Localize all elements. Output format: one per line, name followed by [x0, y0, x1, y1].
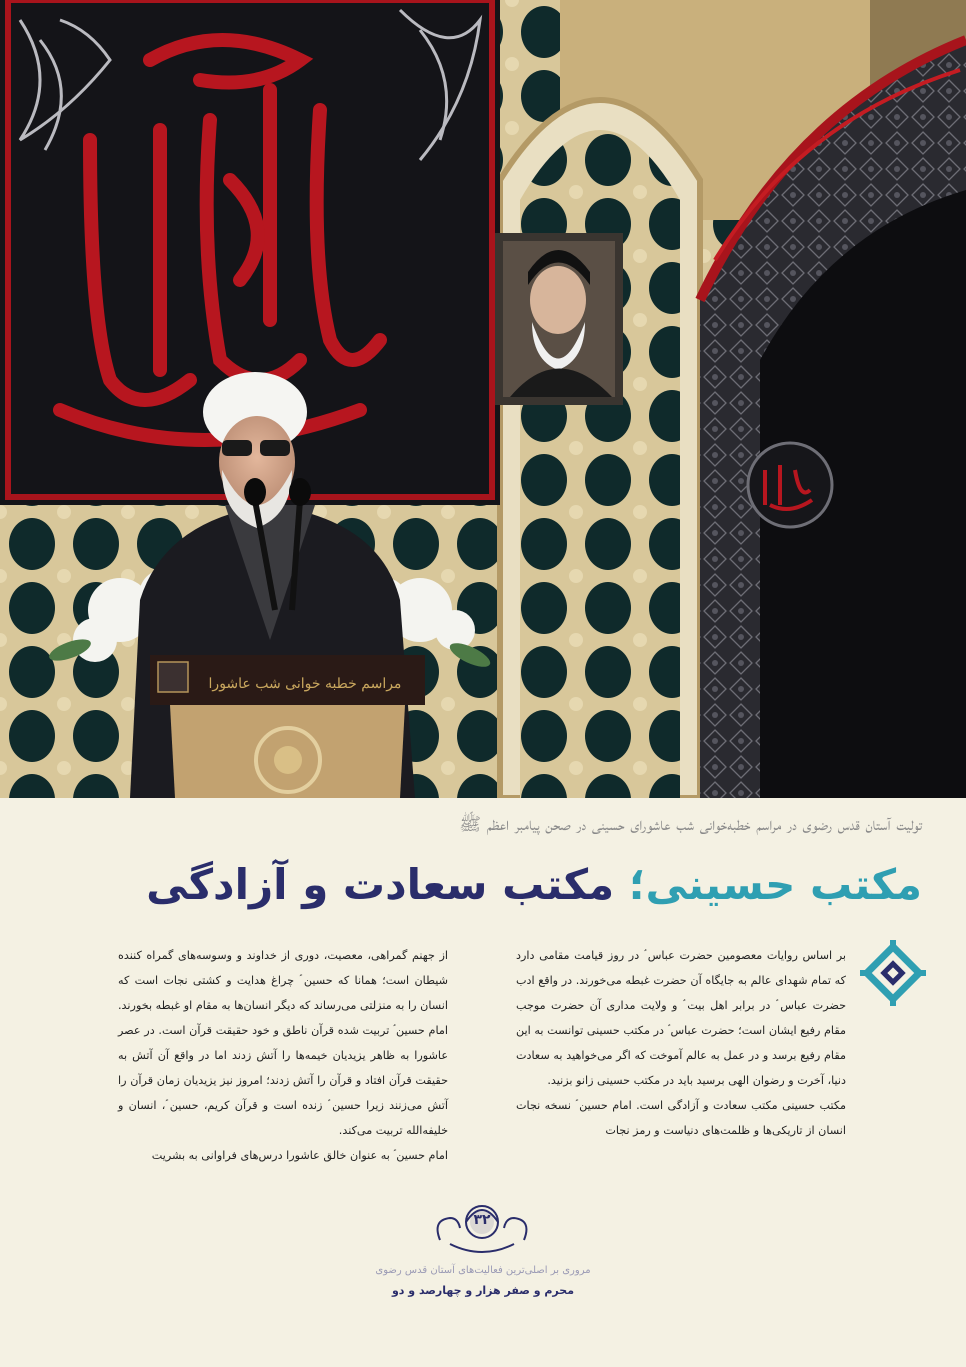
paragraph: امام حسین ؑ به عنوان خالق عاشورا درس‌های فراوانی به بشریت — [151, 1149, 448, 1162]
page-number: ۳۲ — [473, 1212, 491, 1228]
article-title — [42, 860, 922, 910]
photo-caption: تولیت آستان قدس رضوی در مراسم خطبه‌خوانی شب عاشورای حسینی در صحن پیامبر اعظم ﷺ — [459, 814, 922, 835]
issue-date: محرم و صفر هزار و چهارصد و دو — [391, 1284, 575, 1297]
page-badge-ornament-icon — [430, 1200, 534, 1262]
title-part-accent: مکتب حسینی؛ — [628, 860, 922, 909]
paragraph: از جهنم گمراهی، معصیت، دوری از خداوند و وسوسه‌های گمراه کننده شیطان است؛ همانا که حسین ؑ چراغ هدایت و کشتی نجات است که انسان را به منزلتی می‌رساند که دیگر انسان‌ها به مقام او غبطه بخورند. امام حسین ؑ تربیت شده قرآن ناطق و خود حقیقت قرآن است. در عصر عاشورا به ظاهر یزیدیان خیمه‌ها را آتش زدند اما در واقع آن آتش به حقیقت قرآن افتاد و قرآن را آتش زدند؛ امروز نیز یزیدیان زمان قرآن را آتش می‌زنند زیرا حسین ؑ زنده است و قرآن کریم، حسین ؑ، انسان و خلیفه‌الله تربیت می‌کند. — [118, 949, 448, 1137]
ornament-icon — [860, 940, 926, 1006]
paragraph: مکتب حسینی مکتب سعادت و آزادگی است. امام حسین ؑ نسخه نجات انسان از تاریکی‌ها و ظلمت‌های دنیاست و رمز نجات — [516, 1099, 846, 1137]
paragraph: بر اساس روایات معصومین حضرت عباس ؑ در روز قیامت مقامی دارد که تمام شهدای عالم به جایگاه آن حضرت غبطه می‌خورند. در واقع ادب حضرت عباس ؑ در برابر اهل بیت ؑ و ولایت مداری آن حضرت موجب مقام رفیع ایشان است؛ حضرت عباس ؑ در مکتب حسینی توانست به این مقام رفیع برسد و در عمل به عالم آموخت که اگر می‌خواهید به سعادت دنیا، آخرت و رضوان الهی برسید باید در مکتب حسینی زانو بزنید. — [516, 949, 846, 1087]
article-column-right — [516, 943, 846, 1143]
title-part-main: مکتب سعادت و آزادگی — [146, 860, 629, 909]
podium-inscription: مراسم خطبه خوانی شب عاشورا — [208, 676, 402, 692]
article-column-left — [118, 943, 448, 1168]
publication-name: مروری بر اصلی‌ترین فعالیت‌های آستان قدس رضوی — [375, 1265, 591, 1276]
